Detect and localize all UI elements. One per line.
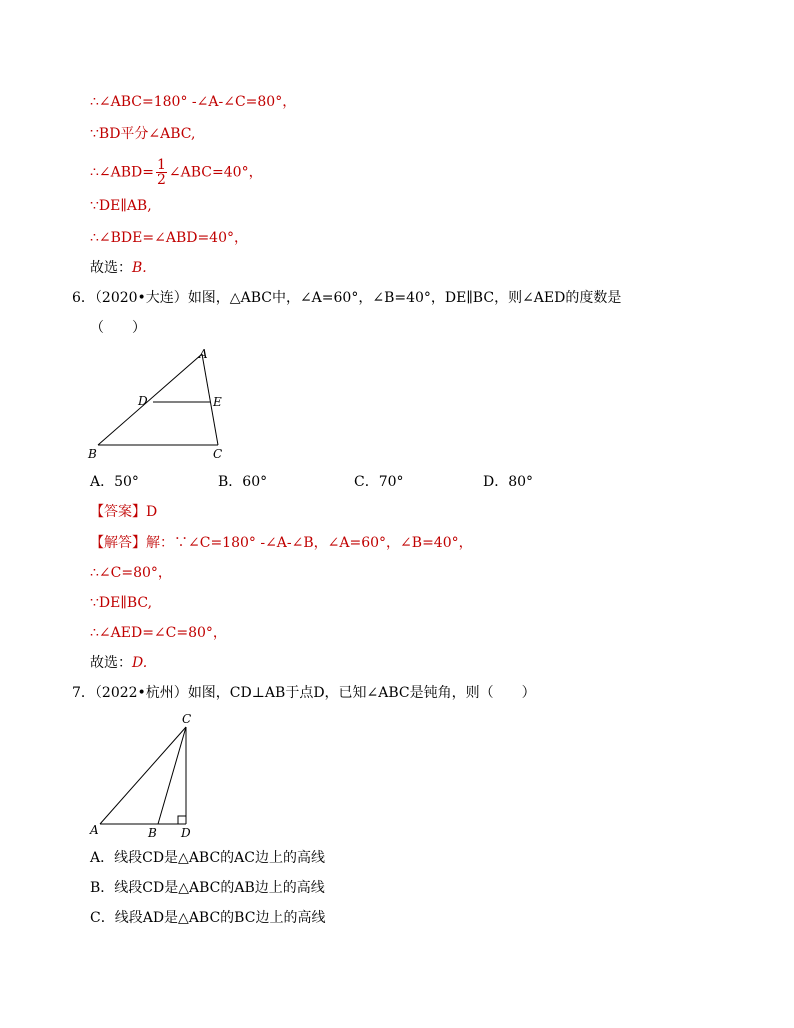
label-d: D — [138, 394, 148, 408]
right-angle-mark — [178, 816, 186, 824]
label-c: C — [213, 447, 223, 461]
label-c: C — [182, 712, 192, 726]
question-6-source: （2020•大连） — [94, 290, 188, 306]
question-6-option-a[interactable]: A．50° — [90, 474, 139, 490]
question-7-stem — [72, 683, 536, 703]
question-6-number: 6． — [72, 290, 95, 306]
solution-line-5: ∴∠BDE=∠ABD=40°， — [90, 230, 248, 246]
question-6-option-b[interactable]: B．60° — [218, 474, 268, 490]
fraction-denominator: 2 — [157, 172, 166, 188]
solution-line-3-post: ∠ABC=40°， — [168, 164, 263, 181]
question-7-figure — [82, 708, 212, 843]
solution-line-3-pre: ∴∠ABD= — [90, 164, 154, 181]
question-6-choose — [90, 653, 147, 673]
label-d: D — [181, 826, 191, 840]
label-b: B — [148, 826, 157, 840]
question-7-option-a[interactable]: A．线段CD是△ABC的AC边上的高线 — [90, 850, 326, 866]
question-7-source: （2022•杭州） — [94, 685, 188, 701]
segment-ab — [98, 354, 202, 445]
fraction-one-half — [156, 158, 167, 187]
choose-value: B. — [132, 260, 147, 276]
segment-ac — [100, 727, 186, 824]
question-6-solution-4: ∴∠AED=∠C=80°， — [90, 625, 227, 641]
choose-label: 故选： — [90, 260, 132, 276]
choose-value: D. — [132, 655, 148, 671]
solution-line-2: ∵BD平分∠ABC, — [90, 126, 196, 142]
answer-value: D — [146, 504, 158, 520]
answer-label: 【答案】 — [90, 504, 146, 520]
label-b: B — [88, 447, 97, 461]
solution-text-1: 解：∵∠C=180° -∠A-∠B，∠A=60°，∠B=40°， — [146, 535, 473, 551]
question-6-stem — [72, 288, 621, 308]
question-7-option-b[interactable]: B．线段CD是△ABC的AB边上的高线 — [90, 880, 325, 896]
solution-line-4: ∵DE∥AB, — [90, 198, 152, 214]
question-7-number: 7． — [72, 685, 95, 701]
question-6-option-c[interactable]: C．70° — [354, 474, 404, 490]
question-6-solution-3: ∵DE∥BC, — [90, 595, 153, 611]
choose-line-prev — [90, 258, 147, 278]
solution-line-3 — [90, 158, 263, 187]
question-6-figure — [80, 340, 240, 465]
solution-label: 【解答】 — [90, 535, 146, 551]
choose-label: 故选： — [90, 655, 132, 671]
label-a: A — [199, 347, 208, 361]
question-6-answer — [90, 502, 157, 522]
question-6-option-d[interactable]: D．80° — [483, 474, 534, 490]
question-7-option-c[interactable]: C．线段AD是△ABC的BC边上的高线 — [90, 910, 326, 926]
question-6-solution-1 — [90, 533, 473, 553]
question-7-text: 如图，CD⊥AB于点D，已知∠ABC是钝角，则（ ） — [187, 685, 536, 701]
question-6-blank: （ ） — [90, 320, 146, 336]
fraction-numerator: 1 — [157, 157, 166, 173]
question-6-solution-2: ∴∠C=80°， — [90, 565, 172, 581]
label-a: A — [90, 823, 99, 837]
question-6-text: 如图，△ABC中，∠A=60°，∠B=40°，DE∥BC，则∠AED的度数是 — [187, 290, 622, 306]
segment-bc — [158, 727, 186, 824]
solution-line-1: ∴∠ABC=180° -∠A-∠C=80°， — [90, 94, 297, 110]
label-e: E — [213, 395, 222, 409]
